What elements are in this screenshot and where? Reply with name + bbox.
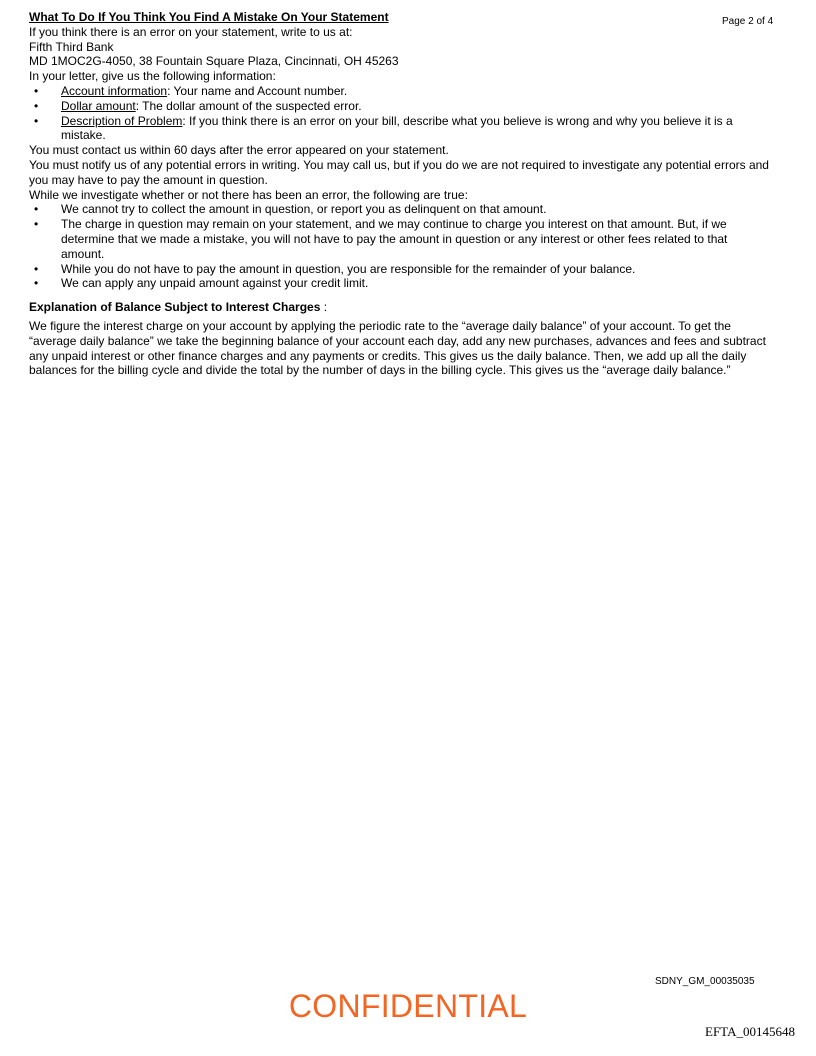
letter-info-list (29, 84, 771, 143)
interest-section-heading (29, 300, 771, 315)
list-item-desc: : If you think there is an error on your bill, describe what you believe is wrong and why you believe it is a mistake. (61, 113, 733, 143)
list-item-term: Dollar amount (61, 98, 136, 113)
statement-back-text (29, 10, 774, 378)
mistake-section-title: What To Do If You Think You Find A Mistake On Your Statement (29, 10, 389, 24)
interest-section-body: We figure the interest charge on your account by applying the periodic rate to the “average daily balance” of your account. To get the “average daily balance” we take the beginning balance of your account each day, add any new purchases, advances and fees and subtract any unpaid interest or other finance charges and any payments or credits. This gives us the daily balance. Then, we add up all the daily balances for the billing cycle and divide the total by the number of days in the billing cycle. This gives us the “average daily balance.” (29, 318, 766, 378)
bank-name: Fifth Third Bank (29, 39, 114, 54)
bates-number-sdny: SDNY_GM_00035035 (655, 976, 755, 987)
confidential-stamp: CONFIDENTIAL (288, 988, 528, 1024)
list-item-desc: : Your name and Account number. (167, 83, 348, 98)
investigate-intro: While we investigate whether or not there has been an error, the following are true: (29, 187, 468, 202)
list-item (29, 84, 771, 99)
list-item: • We cannot try to collect the amount in question, or report you as delinquent on that amount. (29, 202, 771, 217)
letter-intro: In your letter, give us the following information: (29, 69, 276, 84)
list-item (29, 114, 771, 144)
list-item: • The charge in question may remain on your statement, and we may continue to charge you interest on that amount. But, if we determine that we made a mistake, you will not have to pay the amount in question or any interest or other fees related to that amount. (29, 217, 771, 261)
list-item-desc: : The dollar amount of the suspected error. (135, 98, 362, 113)
list-item: • We can apply any unpaid amount against your credit limit. (29, 276, 771, 291)
list-item-term: Description of Problem (61, 113, 183, 128)
investigate-list (29, 202, 771, 291)
interest-section-title: Explanation of Balance Subject to Interest Charges (29, 300, 321, 315)
notify-in-writing: You must notify us of any potential errors in writing. You may call us, but if you do we are not required to investigate any potential errors and you may have to pay the amount in question. (29, 157, 769, 187)
mistake-intro: If you think there is an error on your statement, write to us at: (29, 24, 353, 39)
list-item-term: Account information (61, 83, 168, 98)
contact-deadline: You must contact us within 60 days after the error appeared on your statement. (29, 143, 449, 158)
page-number: Page 2 of 4 (722, 16, 774, 27)
list-item (29, 99, 771, 114)
bank-address: MD 1MOC2G-4050, 38 Fountain Square Plaza, Cincinnati, OH 45263 (29, 54, 399, 69)
bates-number-efta: EFTA_00145648 (705, 1024, 795, 1039)
interest-section-title-suffix: : (320, 300, 328, 315)
list-item: • While you do not have to pay the amount in question, you are responsible for the remainder of your balance. (29, 262, 771, 277)
